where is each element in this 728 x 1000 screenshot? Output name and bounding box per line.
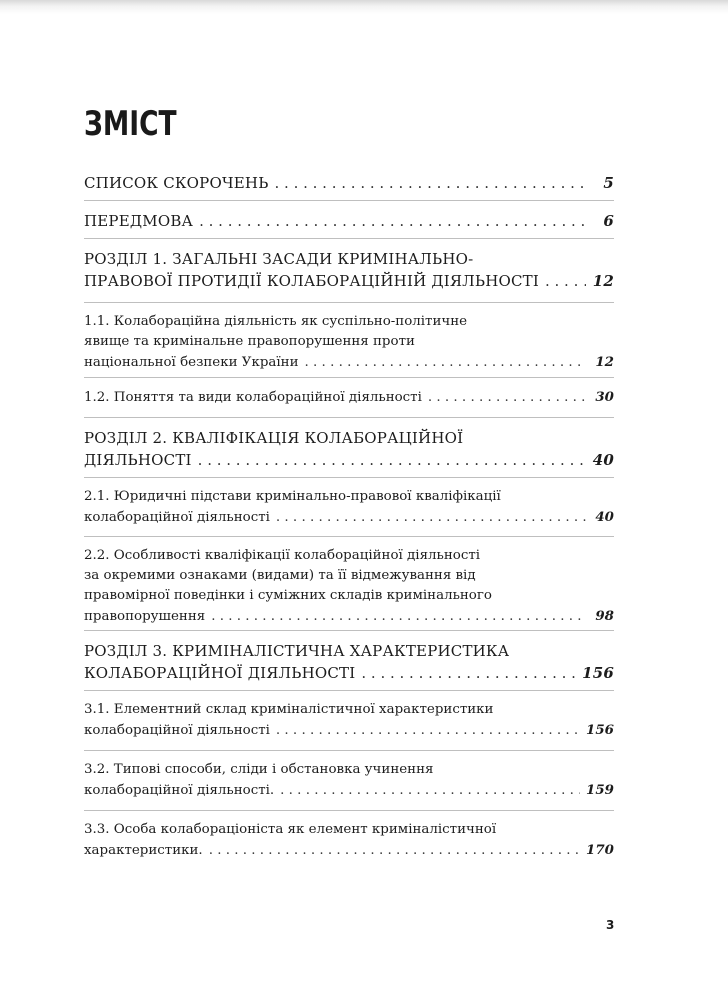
- toc-entry-line: 1.1. Колабораційна діяльність як суспільно-політичне: [84, 314, 468, 329]
- toc-chapter-entry[interactable]: [84, 640, 614, 684]
- toc-chapter-entry[interactable]: [84, 172, 614, 194]
- toc-entry-line: 3.2. Типові способи, сліди і обстановка учинення: [84, 762, 434, 777]
- toc-entry-line: РОЗДІЛ 3. КРИМІНАЛІСТИЧНА ХАРАКТЕРИСТИКА: [84, 642, 510, 660]
- toc-page-number: 6: [603, 212, 614, 230]
- toc-page-number: 156: [582, 664, 614, 682]
- dot-leader: [198, 449, 586, 471]
- toc-entry-line: колабораційної діяльності: [84, 723, 270, 738]
- toc-entry-line: 2.2. Особливості кваліфікації колабораційної діяльності: [84, 548, 481, 563]
- dot-leader: [280, 781, 580, 801]
- entry-separator: [84, 377, 614, 378]
- toc-entry-line: характеристики.: [84, 843, 203, 858]
- entry-separator: [84, 200, 614, 201]
- page-title: ЗМІСТ: [84, 104, 177, 144]
- entry-separator: [84, 417, 614, 418]
- toc-page-number: 159: [586, 782, 614, 798]
- entry-separator: [84, 302, 614, 303]
- dot-leader: [305, 353, 586, 373]
- dot-leader: [275, 172, 587, 194]
- toc-entry-line: ПРАВОВОЇ ПРОТИДІЇ КОЛАБОРАЦІЙНІЙ ДІЯЛЬНОСТІ: [84, 272, 539, 290]
- toc-entry-line: явище та кримінальне правопорушення проти: [84, 334, 415, 349]
- toc-page-number: 170: [586, 842, 614, 858]
- toc-entry-line: 3.1. Елементний склад криміналістичної характеристики: [84, 702, 494, 717]
- entry-separator: [84, 238, 614, 239]
- entry-separator: [84, 690, 614, 691]
- toc-section-entry[interactable]: [84, 546, 614, 627]
- toc-entry-line: національної безпеки України: [84, 355, 299, 370]
- toc-entry-line: СПИСОК СКОРОЧЕНЬ: [84, 174, 269, 192]
- toc-section-entry[interactable]: [84, 487, 614, 528]
- toc-entry-line: правопорушення: [84, 609, 206, 624]
- entry-separator: [84, 750, 614, 751]
- toc-entry-line: за окремими ознаками (видами) та її відмежування від: [84, 568, 476, 583]
- toc-entry-line: 2.1. Юридичні підстави кримінально-правової кваліфікації: [84, 489, 501, 504]
- toc-page-number: 12: [595, 354, 614, 370]
- toc-entry-line: РОЗДІЛ 1. ЗАГАЛЬНІ ЗАСАДИ КРИМІНАЛЬНО-: [84, 250, 474, 268]
- dot-leader: [276, 508, 586, 528]
- toc-chapter-entry[interactable]: [84, 210, 614, 232]
- toc-section-entry[interactable]: [84, 820, 614, 861]
- dot-leader: [199, 210, 586, 232]
- toc-entry-line: РОЗДІЛ 2. КВАЛІФІКАЦІЯ КОЛАБОРАЦІЙНОЇ: [84, 429, 464, 447]
- dot-leader: [545, 270, 586, 292]
- dot-leader: [211, 607, 586, 627]
- toc-entry-line: 1.2. Поняття та види колабораційної діяльності: [84, 390, 422, 405]
- toc-section-entry[interactable]: [84, 700, 614, 741]
- toc-page-number: 12: [592, 272, 614, 290]
- toc-entry-line: колабораційної діяльності: [84, 510, 270, 525]
- dot-leader: [428, 388, 586, 408]
- toc-page-number: 5: [603, 174, 614, 192]
- toc-entry-line: колабораційної діяльності.: [84, 783, 275, 798]
- toc-page-number: 40: [592, 451, 614, 469]
- entry-separator: [84, 630, 614, 631]
- toc-page-number: 30: [595, 389, 614, 405]
- toc-entry-line: правомірної поведінки і суміжних складів кримінального: [84, 588, 492, 603]
- toc-entry-line: 3.3. Особа колабораціоніста як елемент криміналістичної: [84, 822, 497, 837]
- toc-chapter-entry[interactable]: [84, 427, 614, 471]
- dot-leader: [276, 721, 580, 741]
- toc-page-number: 156: [586, 722, 614, 738]
- entry-separator: [84, 810, 614, 811]
- toc-page-number: 98: [595, 608, 614, 624]
- top-edge-shadow: [0, 0, 728, 14]
- toc-entry-line: КОЛАБОРАЦІЙНОЇ ДІЯЛЬНОСТІ: [84, 664, 356, 682]
- toc-chapter-entry[interactable]: [84, 248, 614, 292]
- toc-section-entry[interactable]: [84, 312, 614, 373]
- dot-leader: [209, 841, 580, 861]
- entry-separator: [84, 477, 614, 478]
- toc-section-entry[interactable]: [84, 760, 614, 801]
- entry-separator: [84, 536, 614, 537]
- toc-section-entry[interactable]: [84, 387, 614, 408]
- toc-entry-line: ПЕРЕДМОВА: [84, 212, 194, 230]
- page-number: 3: [606, 918, 615, 932]
- dot-leader: [361, 662, 576, 684]
- toc-entry-line: ДІЯЛЬНОСТІ: [84, 451, 192, 469]
- toc-page-number: 40: [595, 509, 614, 525]
